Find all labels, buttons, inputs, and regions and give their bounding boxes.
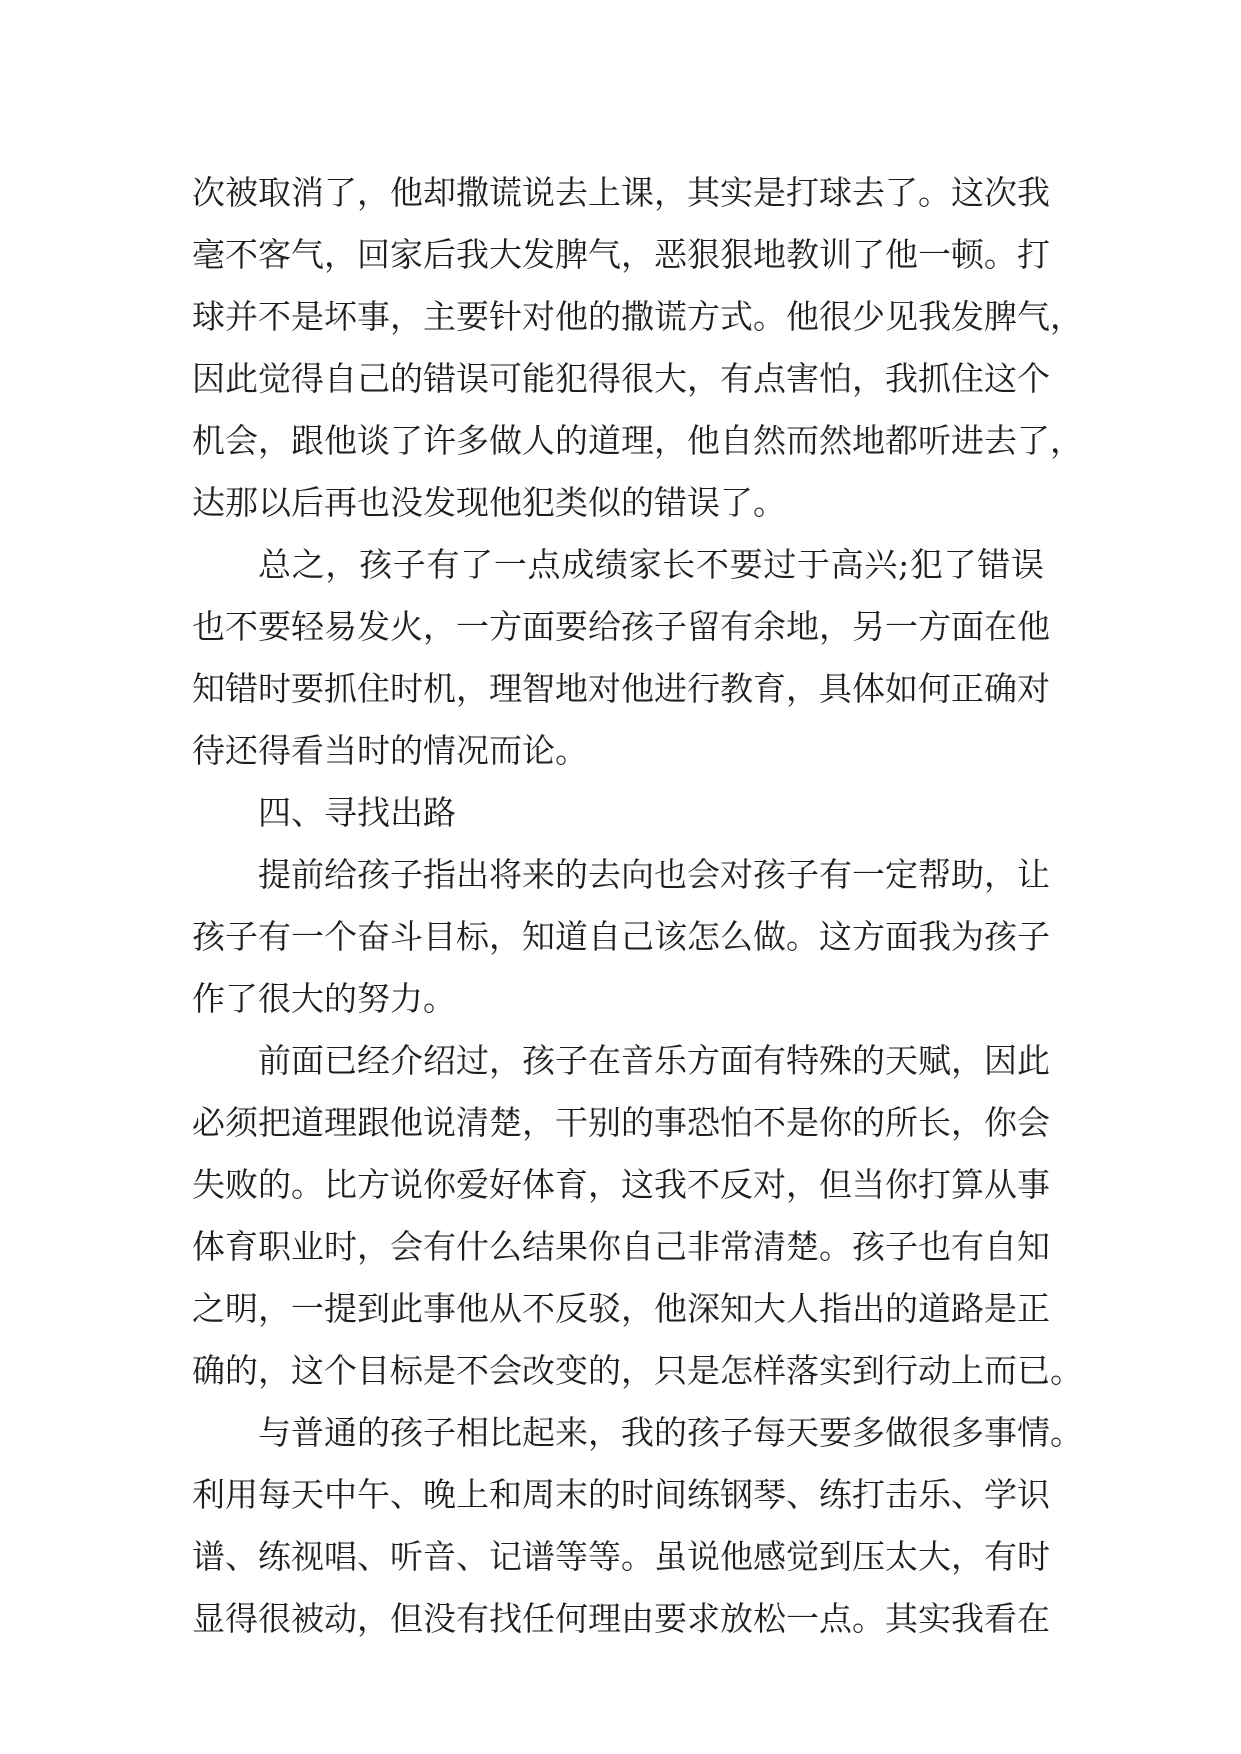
text-line: 球并不是坏事，主要针对他的撒谎方式。他很少见我发脾气， — [192, 297, 1083, 336]
text-line: 次被取消了，他却撒谎说去上课，其实是打球去了。这次我 — [192, 173, 1050, 212]
text-line: 作了很大的努力。 — [192, 979, 456, 1018]
text-line: 与普通的孩子相比起来，我的孩子每天要多做很多事情。 — [258, 1413, 1083, 1452]
text-line: 达那以后再也没发现他犯类似的错误了。 — [192, 483, 786, 522]
text-line: 机会，跟他谈了许多做人的道理，他自然而然地都听进去了， — [192, 421, 1083, 460]
text-line: 提前给孩子指出将来的去向也会对孩子有一定帮助，让 — [258, 855, 1050, 894]
text-line: 因此觉得自己的错误可能犯得很大，有点害怕，我抓住这个 — [192, 359, 1050, 398]
text-line: 总之，孩子有了一点成绩家长不要过于高兴;犯了错误 — [258, 545, 1044, 584]
text-line: 确的，这个目标是不会改变的，只是怎样落实到行动上而已。 — [192, 1351, 1083, 1390]
text-line: 失败的。比方说你爱好体育，这我不反对，但当你打算从事 — [192, 1165, 1050, 1204]
paragraph — [192, 534, 1050, 782]
text-line: 前面已经介绍过，孩子在音乐方面有特殊的天赋，因此 — [258, 1041, 1050, 1080]
text-line: 必须把道理跟他说清楚，干别的事恐怕不是你的所长，你会 — [192, 1103, 1050, 1142]
text-line: 也不要轻易发火，一方面要给孩子留有余地，另一方面在他 — [192, 607, 1050, 646]
text-line: 之明，一提到此事他从不反驳，他深知大人指出的道路是正 — [192, 1289, 1050, 1328]
paragraph — [192, 782, 1044, 844]
document-body — [192, 162, 1083, 1650]
paragraph — [192, 1402, 1083, 1650]
paragraph — [192, 162, 1083, 534]
text-line: 体育职业时，会有什么结果你自己非常清楚。孩子也有自知 — [192, 1227, 1050, 1266]
text-line: 孩子有一个奋斗目标，知道自己该怎么做。这方面我为孩子 — [192, 917, 1050, 956]
paragraph — [192, 844, 1050, 1030]
text-line: 利用每天中午、晚上和周末的时间练钢琴、练打击乐、学识 — [192, 1475, 1050, 1514]
text-line: 谱、练视唱、听音、记谱等等。虽说他感觉到压太大，有时 — [192, 1537, 1050, 1576]
text-line: 待还得看当时的情况而论。 — [192, 731, 588, 770]
text-line: 显得很被动，但没有找任何理由要求放松一点。其实我看在 — [192, 1599, 1050, 1638]
text-line: 知错时要抓住时机，理智地对他进行教育，具体如何正确对 — [192, 669, 1050, 708]
paragraph — [192, 1030, 1083, 1402]
text-line: 四、寻找出路 — [258, 793, 456, 832]
text-line: 毫不客气，回家后我大发脾气，恶狠狠地教训了他一顿。打 — [192, 235, 1050, 274]
